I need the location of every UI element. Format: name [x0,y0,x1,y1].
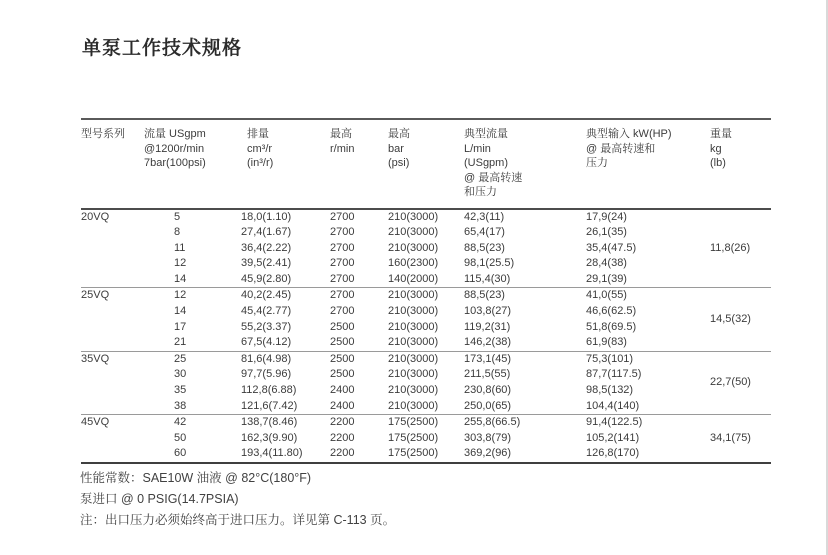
value-cell: 60 [174,447,187,460]
value-cell: 41,0(55) [586,288,704,304]
model-series-cell [81,446,144,463]
table-row [81,383,771,399]
weight-cell: 22,7(50) [704,351,771,414]
value-cell: 27,4(1.67) [241,226,292,239]
value-cell: 91,4(122.5) [586,415,704,431]
col-header-typical-flow: 典型流量 L/min (USgpm) @ 最高转速 和压力 [464,119,586,209]
value-cell: 2500 [330,368,355,381]
value-cell: 175(2500) [388,447,439,460]
value-cell: 5 [144,209,241,226]
value-cell: 121,6(7.42) [241,399,298,412]
spec-table [81,118,771,464]
value-cell: 21 [174,336,187,349]
value-cell: 210(3000) [388,226,439,239]
value-cell: 14 [174,272,187,285]
value-cell: 88,5(23) [464,241,505,254]
col-header-max-speed: 最高 r/min [330,119,388,209]
value-cell: 2200 [330,415,388,431]
value-cell: 40,2(2.45) [241,288,330,304]
value-cell: 2700 [330,209,388,226]
value-cell: 160(2300) [388,257,439,270]
value-cell: 97,7(5.96) [241,368,292,381]
value-cell: 173,1(45) [464,351,586,367]
col-header-model: 型号系列 [81,119,144,209]
value-cell: 87,7(117.5) [586,368,642,381]
value-cell: 29,1(39) [586,272,627,285]
value-cell: 210(3000) [388,384,439,397]
value-cell: 35 [174,384,187,397]
value-cell: 138,7(8.46) [241,415,330,431]
spec-table-header [81,119,771,209]
value-cell: 17 [174,320,187,333]
value-cell: 210(3000) [388,305,439,318]
value-cell: 2200 [330,447,355,460]
value-cell: 103,8(27) [464,305,512,318]
table-row [81,225,771,241]
value-cell: 2400 [330,399,355,412]
value-cell: 45,9(2.80) [241,272,292,285]
value-cell: 210(3000) [388,368,439,381]
value-cell: 175(2500) [388,431,439,444]
table-row [81,256,771,272]
note-outlet-pressure: 注：出口压力必须始终高于进口压力。详见第 C-113 页。 [80,513,396,527]
model-series-cell [81,367,144,383]
page-title: 单泵工作技术规格 [82,38,243,59]
value-cell: 28,4(38) [586,257,627,270]
value-cell: 162,3(9.90) [241,431,298,444]
value-cell: 146,2(38) [464,336,512,349]
value-cell: 140(2000) [388,272,439,285]
table-row [81,351,771,367]
value-cell: 98,5(132) [586,384,634,397]
value-cell: 46,6(62.5) [586,305,637,318]
col-header-flow: 流量 USgpm @1200r/min 7bar(100psi) [144,119,241,209]
value-cell: 126,8(170) [586,447,640,460]
footnotes [80,468,395,531]
value-cell: 67,5(4.12) [241,336,292,349]
weight-cell: 34,1(75) [704,415,771,463]
value-cell: 2700 [330,241,355,254]
note-pump-inlet: 泵进口 @ 0 PSIG(14.7PSIA) [80,492,239,506]
value-cell: 26,1(35) [586,226,627,239]
table-row [81,320,771,336]
model-series-cell [81,335,144,351]
value-cell: 25 [144,351,241,367]
value-cell: 210(3000) [388,241,439,254]
value-cell: 55,2(3.37) [241,320,292,333]
value-cell: 30 [174,368,187,381]
table-row [81,241,771,257]
table-row [81,209,771,226]
value-cell: 105,2(141) [586,431,640,444]
weight-cell: 11,8(26) [704,209,771,288]
value-cell: 38 [174,399,187,412]
value-cell: 14 [174,305,187,318]
value-cell: 250,0(65) [464,399,512,412]
value-cell: 210(3000) [388,399,439,412]
note-performance-constants: 性能常数：SAE10W 油液 @ 82°C(180°F) [80,471,312,485]
value-cell: 303,8(79) [464,431,512,444]
table-row [81,415,771,431]
value-cell: 2700 [330,272,355,285]
model-series-cell [81,383,144,399]
value-cell: 369,2(96) [464,447,512,460]
value-cell: 210(3000) [388,320,439,333]
value-cell: 61,9(83) [586,336,627,349]
model-series-cell [81,304,144,320]
table-row [81,335,771,351]
weight-cell: 14,5(32) [704,288,771,351]
value-cell: 210(3000) [388,336,439,349]
table-row [81,431,771,447]
col-header-max-pressure: 最高 bar (psi) [388,119,464,209]
table-row [81,272,771,288]
spec-table-body [81,209,771,464]
col-header-weight: 重量 kg (lb) [704,119,771,209]
table-row [81,288,771,304]
value-cell: 81,6(4.98) [241,351,330,367]
model-series-cell [81,256,144,272]
value-cell: 12 [144,288,241,304]
value-cell: 12 [174,257,187,270]
value-cell: 112,8(6.88) [241,384,297,397]
model-series-cell [81,272,144,288]
value-cell: 255,8(66.5) [464,415,586,431]
value-cell: 210(3000) [388,351,464,367]
value-cell: 18,0(1.10) [241,209,330,226]
model-series-cell: 20VQ [81,209,144,226]
model-series-cell: 25VQ [81,288,144,304]
table-row [81,304,771,320]
model-series-cell [81,399,144,415]
value-cell: 2500 [330,320,355,333]
value-cell: 230,8(60) [464,384,512,397]
value-cell: 8 [174,226,181,239]
value-cell: 36,4(2.22) [241,241,292,254]
value-cell: 2500 [330,336,355,349]
col-header-typical-input: 典型输入 kW(HP) @ 最高转速和 压力 [586,119,704,209]
header-row [81,119,771,209]
table-row [81,367,771,383]
value-cell: 11 [174,241,186,254]
value-cell: 50 [174,431,187,444]
value-cell: 119,2(31) [464,320,511,333]
value-cell: 65,4(17) [464,226,505,239]
table-row [81,399,771,415]
model-series-cell [81,241,144,257]
value-cell: 2700 [330,257,355,270]
value-cell: 2200 [330,431,355,444]
value-cell: 17,9(24) [586,209,704,226]
value-cell: 88,5(23) [464,288,586,304]
value-cell: 175(2500) [388,415,464,431]
value-cell: 2700 [330,226,355,239]
model-series-cell [81,431,144,447]
value-cell: 115,4(30) [464,272,511,285]
value-cell: 45,4(2.77) [241,305,292,318]
value-cell: 39,5(2.41) [241,257,292,270]
table-row [81,446,771,463]
value-cell: 210(3000) [388,209,464,226]
value-cell: 75,3(101) [586,351,704,367]
value-cell: 2700 [330,288,388,304]
value-cell: 42 [144,415,241,431]
value-cell: 104,4(140) [586,399,640,412]
value-cell: 98,1(25.5) [464,257,515,270]
value-cell: 211,5(55) [464,368,511,381]
model-series-cell: 35VQ [81,351,144,367]
col-header-displacement: 排量 cm³/r (in³/r) [241,119,330,209]
value-cell: 35,4(47.5) [586,241,637,254]
model-series-cell [81,225,144,241]
value-cell: 193,4(11.80) [241,447,303,460]
model-series-cell [81,320,144,336]
value-cell: 51,8(69.5) [586,320,637,333]
value-cell: 42,3(11) [464,209,586,226]
value-cell: 2700 [330,305,355,318]
value-cell: 210(3000) [388,288,464,304]
model-series-cell: 45VQ [81,415,144,431]
value-cell: 2500 [330,351,388,367]
value-cell: 2400 [330,384,355,397]
